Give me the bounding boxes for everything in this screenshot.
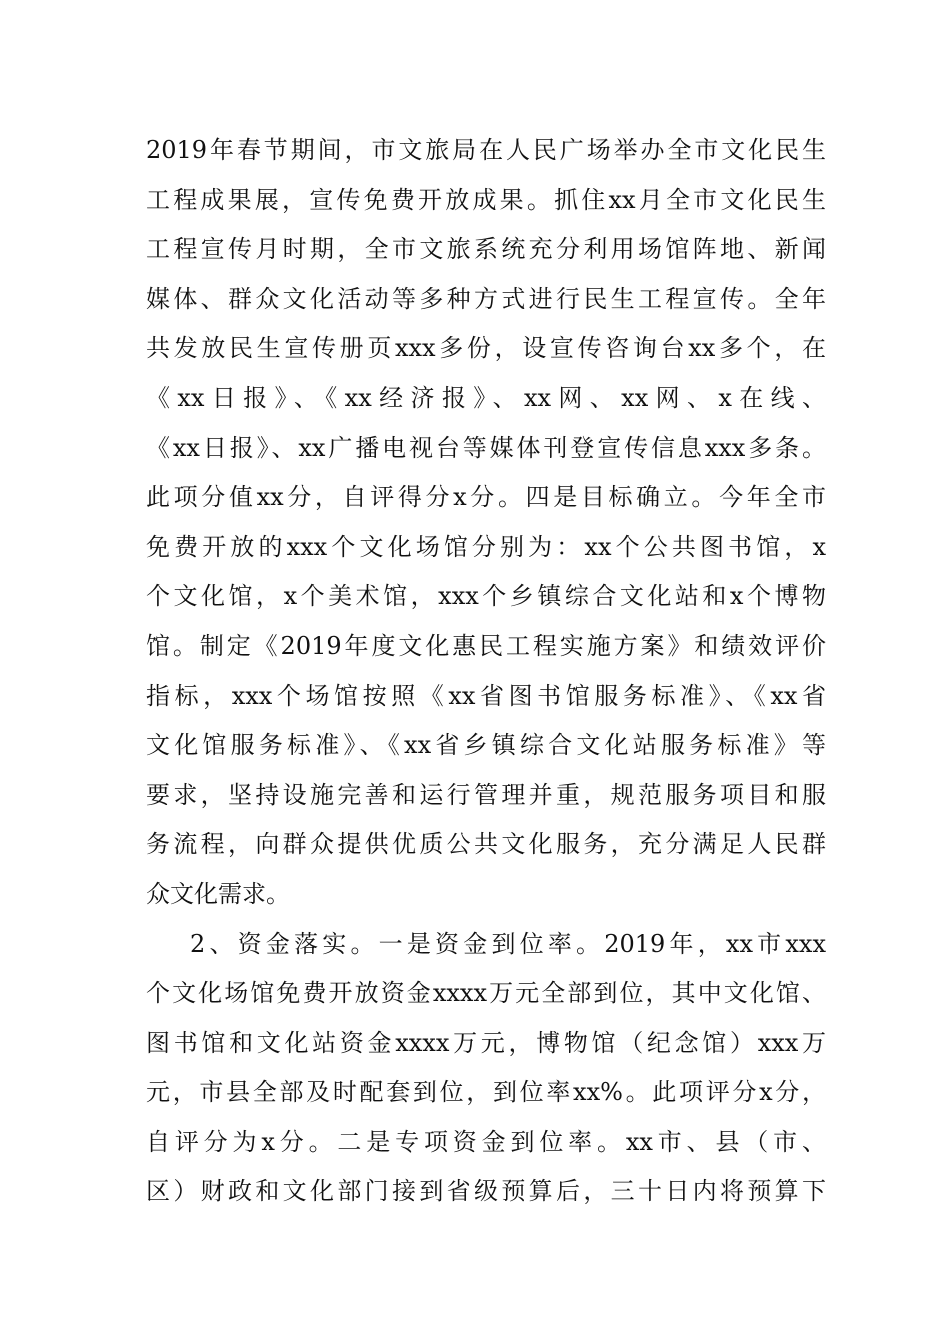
text-line: 元，市县全部及时配套到位，到位率xx%。此项评分x分， <box>146 1078 826 1107</box>
text-line: 此项分值xx分，自评得分x分。四是目标确立。今年全市 <box>146 483 826 512</box>
text-line: 自评分为x分。二是专项资金到位率。xx市、县（市、 <box>146 1127 826 1156</box>
text-line: 务流程，向群众提供优质公共文化服务，充分满足人民群 <box>146 830 826 859</box>
text-line: 2019年春节期间，市文旅局在人民广场举办全市文化民生 <box>146 136 826 164</box>
text-line: 馆。制定《2019年度文化惠民工程实施方案》和绩效评价 <box>146 631 826 660</box>
text-line: 个文化场馆免费开放资金xxxx万元全部到位，其中文化馆、 <box>146 979 826 1008</box>
text-line: 文化馆服务标准》、《xx省乡镇综合文化站服务标准》等 <box>146 731 826 760</box>
text-line: 免费开放的xxx个文化场馆分别为：xx个公共图书馆，x <box>146 532 826 561</box>
text-line: 图书馆和文化站资金xxxx万元，博物馆（纪念馆）xxx万 <box>146 1028 826 1057</box>
text-line: 媒体、群众文化活动等多种方式进行民生工程宣传。全年 <box>146 284 826 313</box>
text-line: 工程宣传月时期，全市文旅系统充分利用场馆阵地、新闻 <box>146 235 826 264</box>
text-line: 个文化馆，x个美术馆，xxx个乡镇综合文化站和x个博物 <box>146 582 826 611</box>
text-line: 《xx日报》、《xx经济报》、xx网、xx网、x在线、 <box>146 383 826 412</box>
text-line: 共发放民生宣传册页xxx多份，设宣传咨询台xx多个，在 <box>146 334 826 363</box>
paragraph-end-line: 众文化需求。 <box>146 879 290 908</box>
text-line: 区）财政和文化部门接到省级预算后，三十日内将预算下 <box>146 1177 826 1206</box>
text-line: 工程成果展，宣传免费开放成果。抓住xx月全市文化民生 <box>146 185 826 214</box>
text-line: 指标，xxx个场馆按照《xx省图书馆服务标准》、《xx省 <box>146 681 826 710</box>
paragraph-start-line: 2、资金落实。一是资金到位率。2019年，xx市xxx <box>190 929 826 958</box>
text-line: 《xx日报》、xx广播电视台等媒体刊登宣传信息xxx多条。 <box>146 433 826 462</box>
document-body <box>146 126 826 1217</box>
text-line: 要求，坚持设施完善和运行管理并重，规范服务项目和服 <box>146 780 826 809</box>
